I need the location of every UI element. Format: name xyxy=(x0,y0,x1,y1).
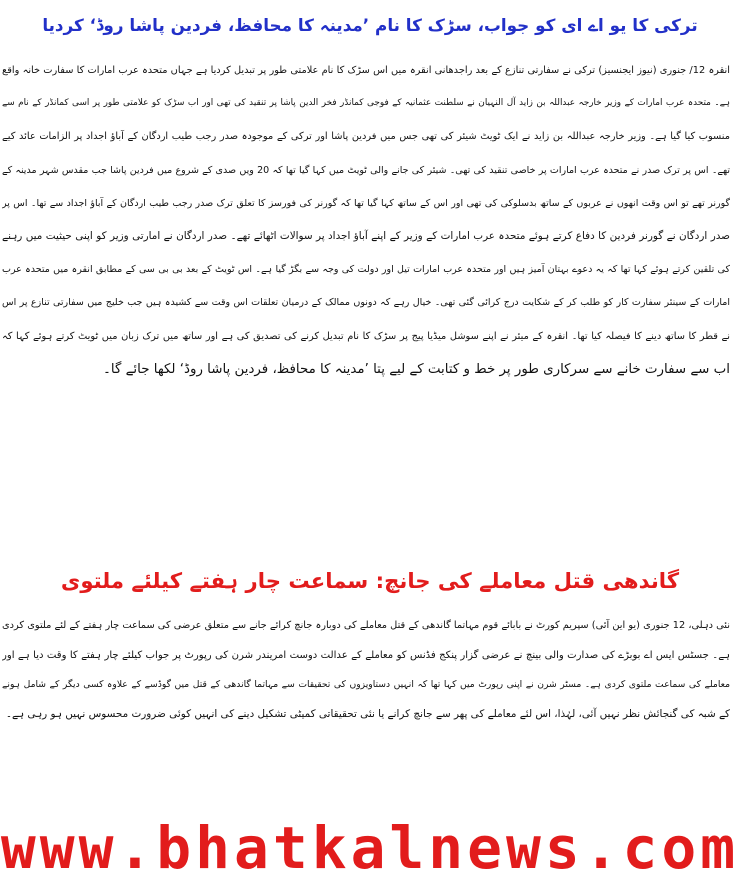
article2-headline: گاندھی قتل معاملے کی جانچ: سماعت چار ہفتے کیلئے ملتوی xyxy=(60,568,680,593)
article2-body xyxy=(2,611,730,729)
website-watermark: www.bhatkalnews.com xyxy=(0,814,740,882)
article1-line: منسوب کیا گیا ہے۔ وزیر خارجہ عبداللہ بن زاید نے ایک ٹویٹ شیئر کی تھی جس میں فردین پاشا اور ترکی کے موجودہ صدر رجب طیب اردگان کے آباؤ اجداد پر الزامات عائد کیے xyxy=(2,131,730,143)
article1-line: صدر اردگان نے گورنر فردین کا دفاع کرتے ہوئے متحدہ عرب امارات کے وزیر کے اپنے آباؤ اجداد پر سوالات اٹھائے تھے۔ صدر اردگان نے امارتی وزیر کو اپنی حیثیت میں رہنے xyxy=(2,229,730,242)
article1-body xyxy=(2,54,730,386)
article2-line: معاملے کی سماعت ملتوی کردی ہے۔ مسٹر شرن نے اپنی رپورٹ میں کہا تھا کہ انہیں دستاویزوں کی تحقیقات سے مہاتما گاندھی کے قتل میں گوڈسے کے علاوہ کسی دیگر کے شامل ہونے xyxy=(2,679,730,690)
article1-line: گورنر تھے تو اس وقت انھوں نے عربوں کے ساتھ بدسلوکی کی تھی اور اس کے ساتھ کہا گیا تھا کہ گورنر کی فورسز کا تعلق ترک صدر رجب طیب اردگان کے آباؤ اجداد سے تھا۔ اس پر xyxy=(2,197,730,209)
article1-line: کی تلقین کرتے ہوئے کہا تھا کہ یہ دعوے بہتان آمیز ہیں اور متحدہ عرب امارات تیل اور دولت کی وجہ سے بگڑ گیا ہے۔ اس ٹویٹ کے بعد بی بی سی کے مطابق انقرہ میں متحدہ عرب xyxy=(2,264,730,276)
article1-line: اب سے سفارت خانے سے سرکاری طور پر خط و کتابت کے لیے پتا ’مدینہ کا محافظ، فردین پاشا روڈ‘ لکھا جائے گا۔ xyxy=(103,361,730,377)
article1-line: انقرہ 12/ جنوری (نیوز ایجنسیز) ترکی نے سفارتی تنازع کے بعد راجدھانی انقرہ میں اس سڑک کا نام علامتی طور پر تبدیل کردیا ہے جہاں متحدہ عرب امارات کا سفارت خانہ واقع xyxy=(2,65,730,76)
article1-line: ہے۔ متحدہ عرب امارات کے وزیر خارجہ عبداللہ بن زاید آل النہیان نے سلطنت عثمانیہ کے فوجی کمانڈر فخر الدین پاشا پر تنقید کی تھی اور اب سڑک کو علامتی طور پر اسی کمانڈر کے نام سے xyxy=(2,98,730,109)
article2-line: ہے۔ جسٹس ایس اے بوبڑے کی صدارت والی بینچ نے عرضی گزار پنکج فڈنس کو معاملے کے عدالت دوست امریندر شرن کی رپورٹ پر جواب کیلئے چار ہفتے کا وقت دیا ہے اور xyxy=(2,649,730,661)
article2-line: کے شبہ کی گنجائش نظر نہیں آئی، لہٰذا، اس لئے معاملے کی پھر سے جانچ کرانے یا نئی تحقیقاتی کمیٹی تشکیل دینے کی انہیں کوئی ضرورت محسوس نہیں ہو رہی ہے۔ xyxy=(5,707,730,720)
article1-line: امارات کے سینئر سفارت کار کو طلب کر کے شکایت درج کرائی گئی تھی۔ خیال رہے کہ دونوں ممالک کے درمیان تعلقات اس وقت سے کشیدہ ہیں جب خلیج میں سفارتی تنازع پر اس xyxy=(2,297,730,309)
article1-line: تھے۔ اس پر ترک صدر نے متحدہ عرب امارات پر خاصی تنقید کی تھی۔ شیئر کی جانے والی ٹویٹ میں کہا گیا تھا کہ 20 ویں صدی کے شروع میں فردین پاشا جب مقدس شہر مدینہ کے xyxy=(2,164,730,176)
article1-headline: ترکی کا یو اے ای کو جواب، سڑک کا نام ’مدینہ کا محافظ، فردین پاشا روڈ‘ کردیا xyxy=(42,15,698,35)
article1-line: نے قطر کا ساتھ دینے کا فیصلہ کیا تھا۔ انقرہ کے میئر نے اپنے سوشل میڈیا پیج پر سڑک کا نام تبدیل کرنے کی تصدیق کی ہے اور ساتھ میں ترک زبان میں ٹویٹ کرتے ہوئے کہا کہ xyxy=(2,330,730,342)
article2-line: نئی دہلی، 12 جنوری (یو این آئی) سپریم کورٹ نے بابائے قوم مہاتما گاندھی کے قتل معاملے کی دوبارہ جانچ کرائے جانے سے متعلق عرضی کی سماعت چار ہفتے کے لئے ملتوی کردی xyxy=(2,620,730,631)
